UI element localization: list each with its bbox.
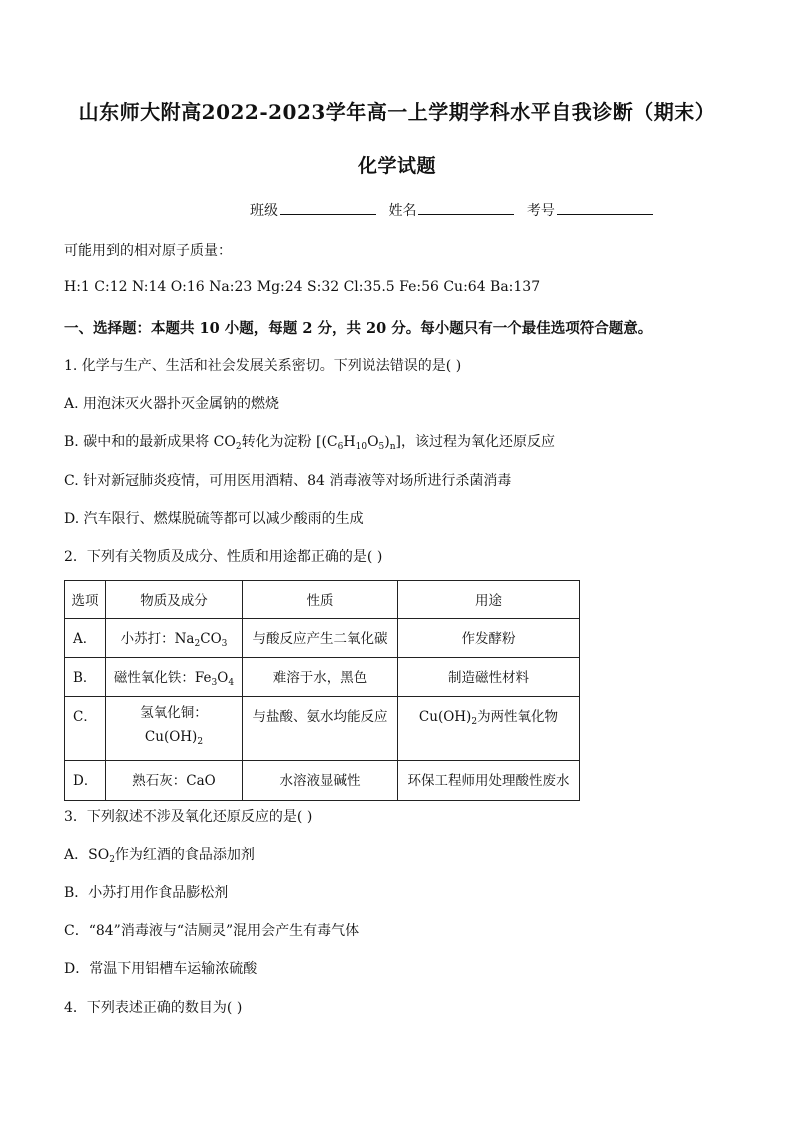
q2-table	[64, 580, 580, 801]
property-cell: 与盐酸、氨水均能反应	[243, 697, 398, 761]
use-cell: 环保工程师用处理酸性废水	[398, 761, 580, 801]
page-title: 山东师大附高2022-2023学年高一上学期学科水平自我诊断（期末）	[78, 100, 716, 124]
header-cell: 性质	[243, 581, 398, 619]
q3-stem: 3．下列叙述不涉及氧化还原反应的是( )	[64, 809, 313, 825]
q3-option-d: D．常温下用铝槽车运输浓硫酸	[64, 961, 258, 977]
substance-cell: 磁性氧化铁：$Fe_3O_4$	[106, 658, 243, 697]
table-row	[65, 619, 580, 658]
substance-cell: 熟石灰：CaO	[106, 761, 243, 801]
q1-option-d: D. 汽车限行、燃煤脱硫等都可以减少酸雨的生成	[64, 511, 364, 527]
name-blank	[418, 200, 514, 215]
header-cell: 选项	[65, 581, 106, 619]
property-cell: 难溶于水，黑色	[243, 658, 398, 697]
use-cell: 制造磁性材料	[398, 658, 580, 697]
option-cell: B．	[65, 658, 106, 697]
header-cell: 物质及成分	[106, 581, 243, 619]
table-row	[65, 658, 580, 697]
property-cell: 与酸反应产生二氧化碳	[243, 619, 398, 658]
exam-no-label: 考号	[526, 203, 555, 219]
class-label: 班级	[250, 203, 278, 219]
option-cell: C．	[65, 697, 106, 761]
q1-option-a: A. 用泡沫灭火器扑灭金属钠的燃烧	[64, 396, 280, 412]
substance-cell: 氢氧化铜： $Cu(OH)_2$	[106, 697, 243, 761]
q2-stem: 2．下列有关物质及成分、性质和用途都正确的是( )	[64, 549, 383, 565]
table-header-row	[65, 581, 580, 619]
page-subtitle: 化学试题	[357, 155, 436, 177]
q4-stem: 4．下列表述正确的数目为( )	[64, 1000, 243, 1016]
atomic-mass-intro: 可能用到的相对原子质量：	[64, 243, 232, 259]
q1-stem: 1. 化学与生产、生活和社会发展关系密切。下列说法错误的是( )	[64, 358, 462, 374]
substance-cell: 小苏打：$Na_2CO_3$	[106, 619, 243, 658]
header-cell: 用途	[398, 581, 580, 619]
name-label: 姓名	[388, 203, 417, 219]
use-cell: 作发酵粉	[398, 619, 580, 658]
option-cell: A．	[65, 619, 106, 658]
atomic-mass-values: H:1 C:12 N:14 O:16 Na:23 Mg:24 S:32 Cl:35.5 Fe:56 Cu:64 Ba:137	[64, 279, 541, 295]
use-cell: $Cu(OH)_2$为两性氧化物	[398, 697, 580, 761]
q3-option-b: B．小苏打用作食品膨松剂	[64, 885, 229, 901]
q1-option-c: C. 针对新冠肺炎疫情，可用医用酒精、84 消毒液等对场所进行杀菌消毒	[64, 473, 512, 489]
q1-option-b: B. 碳中和的最新成果将 $CO_2$转化为淀粉 $[(C_6H_{10}O_5)_n]$，该过程为氧化还原反应	[64, 434, 556, 452]
table-row	[65, 761, 580, 801]
table-row	[65, 697, 580, 761]
option-cell: D．	[65, 761, 106, 801]
section-heading: 一、选择题：本题共 10 小题，每题 2 分，共 20 分。每小题只有一个最佳选项符合题意。	[64, 320, 653, 337]
q3-option-a: A．$SO_2$作为红酒的食品添加剂	[64, 847, 255, 865]
property-cell: 水溶液显碱性	[243, 761, 398, 801]
class-blank	[280, 200, 376, 215]
exam-no-blank	[557, 200, 653, 215]
student-info-fields	[250, 200, 661, 220]
q3-option-c: C．“84”消毒液与“洁厕灵”混用会产生有毒气体	[64, 923, 360, 939]
